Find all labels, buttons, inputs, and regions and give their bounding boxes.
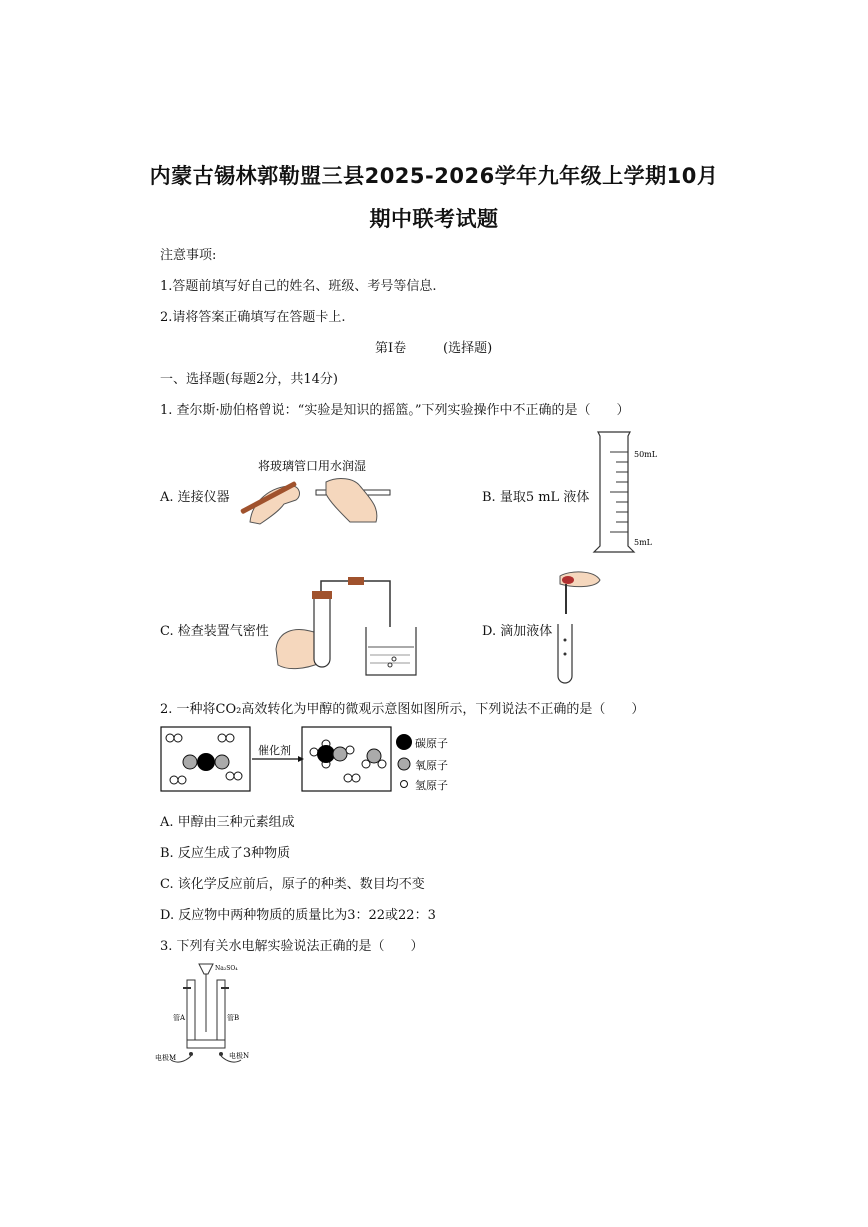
legend-oxygen-label: 氧原子 xyxy=(415,759,448,772)
q1-cylinder-figure xyxy=(590,428,670,558)
na2so4-label: Na₂SO₄ xyxy=(215,965,238,972)
section-heading: 一、选择题(每题2分，共14分) xyxy=(160,372,338,387)
q1-airtight-figure xyxy=(270,575,420,680)
volume-label: 第I卷 xyxy=(375,341,407,356)
q1-connect-figure xyxy=(230,450,400,530)
q1-option-d: D. 滴加液体 xyxy=(482,624,553,639)
tube-b-icon xyxy=(217,980,225,1046)
q1-option-a: A. 连接仪器 xyxy=(160,490,230,505)
q3-stem: 3. 下列有关水电解实验说法正确的是（ ） xyxy=(160,939,424,954)
electrode-n-label: 电极N xyxy=(229,1052,250,1060)
volume-type: (选择题) xyxy=(443,341,493,356)
oxygen-atom-legend-icon xyxy=(398,758,410,770)
q2-molecule-figure xyxy=(160,726,460,798)
hydrogen-atom-legend-icon xyxy=(401,781,408,788)
q1-dropper-figure xyxy=(550,570,610,685)
q2-option-b: B. 反应生成了3种物质 xyxy=(160,846,291,861)
notes-item-1: 1.答题前填写好自己的姓名、班级、考号等信息. xyxy=(160,279,437,294)
test-tube-icon xyxy=(314,597,330,667)
q2-stem: 2. 一种将CO₂高效转化为甲醇的微观示意图如图所示，下列说法不正确的是（ ） xyxy=(160,702,645,717)
cylinder-mark-50ml: 50mL xyxy=(634,450,658,459)
carbon-atom-legend-icon xyxy=(396,734,412,750)
rubber-joint-icon xyxy=(348,577,364,585)
right-hand-icon xyxy=(326,479,377,522)
tube-a-label: 管A xyxy=(173,1014,186,1022)
tube-a-icon xyxy=(187,980,195,1046)
legend-hydrogen-label: 氢原子 xyxy=(415,779,448,792)
q1-option-c: C. 检查装置气密性 xyxy=(160,624,269,639)
q1-option-b: B. 量取5 mL 液体 xyxy=(482,490,590,505)
tube-b-label: 管B xyxy=(227,1014,240,1022)
q2-option-c: C. 该化学反应前后，原子的种类、数目均不变 xyxy=(160,877,425,892)
document-title-line2: 期中联考试题 xyxy=(369,207,499,231)
cylinder-mark-5ml: 5mL xyxy=(634,538,652,547)
q1-stem: 1. 查尔斯·励伯格曾说：“实验是知识的摇篮。”下列实验操作中不正确的是（ ） xyxy=(160,403,630,418)
q2-option-d: D. 反应物中两种物质的质量比为3：22或22：3 xyxy=(160,908,436,923)
legend-carbon-label: 碳原子 xyxy=(415,737,448,750)
q3-electrolysis-figure xyxy=(155,960,265,1070)
document-title-line1: 内蒙古锡林郭勒盟三县2025-2026学年九年级上学期10月 xyxy=(149,164,719,188)
beaker-icon xyxy=(366,627,416,675)
electrode-m-label: 电极M xyxy=(155,1054,177,1062)
stopper-icon xyxy=(312,591,332,599)
dropper-bulb-icon xyxy=(562,576,574,584)
catalyst-label: 催化剂 xyxy=(258,744,291,757)
q1-a-caption: 将玻璃管口用水润湿 xyxy=(258,459,367,473)
notes-heading: 注意事项: xyxy=(160,248,217,263)
q2-option-a: A. 甲醇由三种元素组成 xyxy=(160,815,295,830)
notes-item-2: 2.请将答案正确填写在答题卡上. xyxy=(160,310,346,325)
funnel-icon xyxy=(199,964,213,974)
